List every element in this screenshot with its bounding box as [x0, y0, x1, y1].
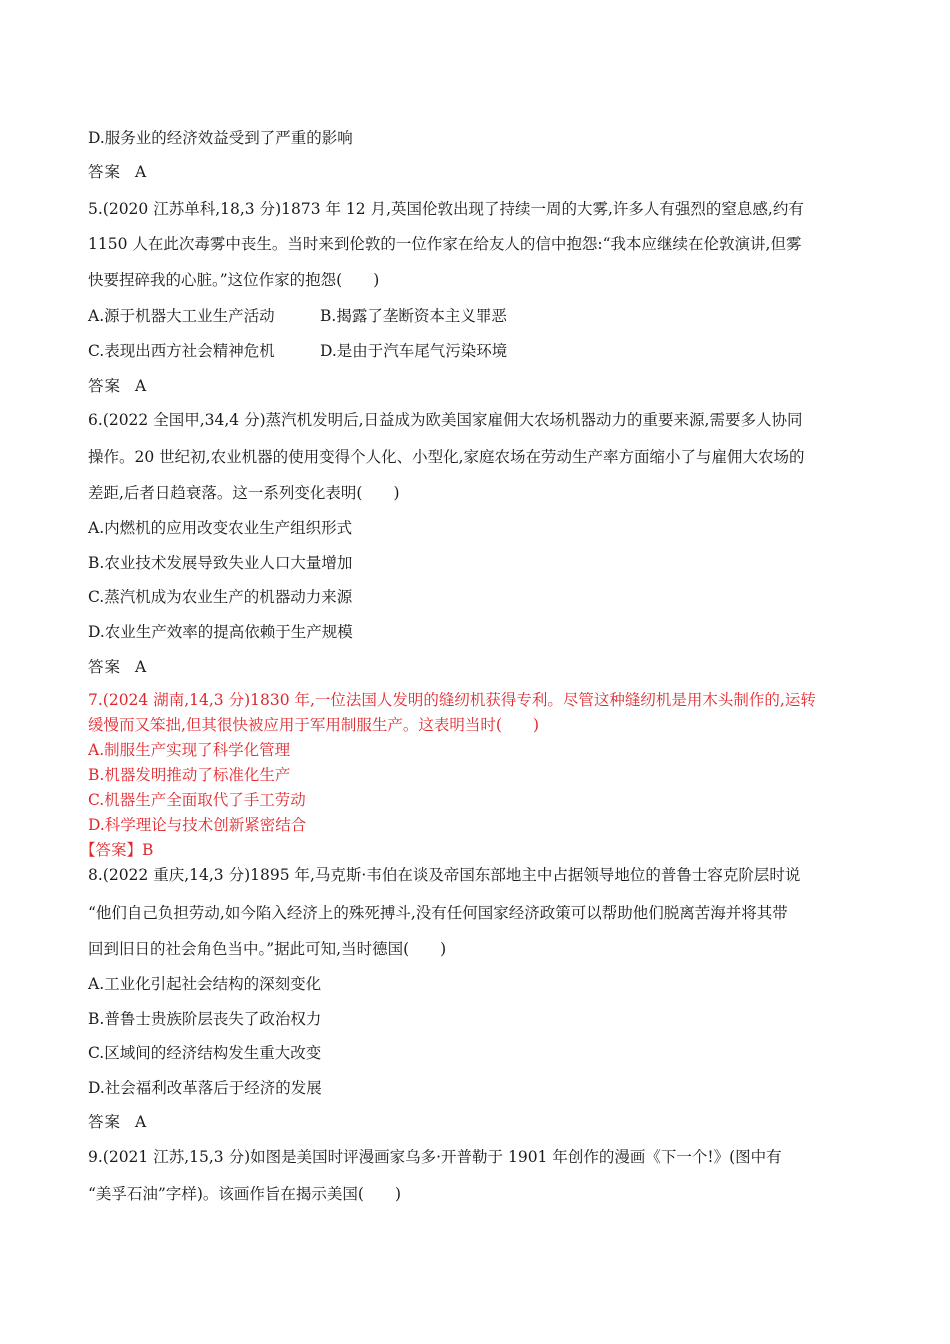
- q4-option-d: D.服务业的经济效益受到了严重的影响: [88, 129, 353, 147]
- answer-value: A: [135, 1113, 148, 1131]
- q8-stem-line3: 回到旧日的社会角色当中。”据此可知,当时德国( ): [88, 940, 447, 958]
- answer-value: A: [135, 658, 148, 676]
- q8-option-d: D.社会福利改革落后于经济的发展: [88, 1079, 322, 1097]
- q5-stem-line3: 快要捏碎我的心脏。”这位作家的抱怨( ): [88, 271, 380, 289]
- q5-options-row1: [88, 306, 870, 326]
- q5-option-d: D.是由于汽车尾气污染环境: [320, 342, 508, 360]
- q8-option-c: C.区域间的经济结构发生重大改变: [88, 1044, 322, 1062]
- q5-option-b: B.揭露了垄断资本主义罪恶: [320, 307, 507, 325]
- q6-answer: [88, 657, 870, 677]
- q7-option-a: A.制服生产实现了科学化管理: [88, 741, 291, 759]
- answer-value: A: [135, 163, 148, 181]
- q6-option-c: C.蒸汽机成为农业生产的机器动力来源: [88, 588, 353, 606]
- q6-stem-line2: 操作。20 世纪初,农业机器的使用变得个人化、小型化,家庭农场在劳动生产率方面缩小了与雇佣大农场的: [88, 448, 805, 466]
- answer-value: A: [135, 377, 148, 395]
- q6-option-b: B.农业技术发展导致失业人口大量增加: [88, 554, 353, 572]
- q5-option-a: A.源于机器大工业生产活动: [88, 307, 275, 325]
- q6-stem-line1: 6.(2022 全国甲,34,4 分)蒸汽机发明后,日益成为欧美国家雇佣大农场机器动力的重要来源,需要多人协同: [88, 411, 803, 429]
- q6-stem-line3: 差距,后者日趋衰落。这一系列变化表明( ): [88, 484, 400, 502]
- q6-option-d: D.农业生产效率的提高依赖于生产规模: [88, 623, 353, 641]
- answer-label: 答案: [88, 377, 122, 395]
- q5-options-row2: [88, 341, 870, 361]
- q8-option-b: B.普鲁士贵族阶层丧失了政治权力: [88, 1010, 322, 1028]
- answer-label: 答案: [88, 1113, 122, 1131]
- q7-answer: 【答案】B: [80, 841, 154, 859]
- q8-answer: [88, 1112, 870, 1132]
- q6-option-a: A.内燃机的应用改变农业生产组织形式: [88, 519, 353, 537]
- q7-option-b: B.机器发明推动了标准化生产: [88, 766, 291, 784]
- q8-option-a: A.工业化引起社会结构的深刻变化: [88, 975, 322, 993]
- q7-option-d: D.科学理论与技术创新紧密结合: [88, 816, 307, 834]
- q9-stem-line2: “美孚石油”字样)。该画作旨在揭示美国( ): [88, 1185, 401, 1203]
- q5-stem-line1: 5.(2020 江苏单科,18,3 分)1873 年 12 月,英国伦敦出现了持续一周的大雾,许多人有强烈的窒息感,约有: [88, 200, 804, 218]
- q4-answer: [88, 162, 870, 182]
- q8-stem-line1: 8.(2022 重庆,14,3 分)1895 年,马克斯·韦伯在谈及帝国东部地主中占据领导地位的普鲁士容克阶层时说: [88, 866, 801, 884]
- answer-label: 答案: [88, 163, 122, 181]
- q8-stem-line2: “他们自己负担劳动,如今陷入经济上的殊死搏斗,没有任何国家经济政策可以帮助他们脱离苦海并将其带: [88, 904, 788, 922]
- q5-stem-line2: 1150 人在此次毒雾中丧生。当时来到伦敦的一位作家在给友人的信中抱怨:“我本应继续在伦敦演讲,但雾: [88, 235, 802, 253]
- q5-option-c: C.表现出西方社会精神危机: [88, 342, 275, 360]
- answer-label: 答案: [88, 658, 122, 676]
- q5-answer: [88, 376, 870, 396]
- q9-stem-line1: 9.(2021 江苏,15,3 分)如图是美国时评漫画家乌多·开普勒于 1901 年创作的漫画《下一个!》(图中有: [88, 1148, 782, 1166]
- q7-stem-line2: 缓慢而又笨拙,但其很快被应用于军用制服生产。这表明当时( ): [88, 716, 540, 734]
- q7-stem-line1: 7.(2024 湖南,14,3 分)1830 年,一位法国人发明的缝纫机获得专利。尽管这种缝纫机是用木头制作的,运转: [88, 691, 816, 709]
- q7-option-c: C.机器生产全面取代了手工劳动: [88, 791, 306, 809]
